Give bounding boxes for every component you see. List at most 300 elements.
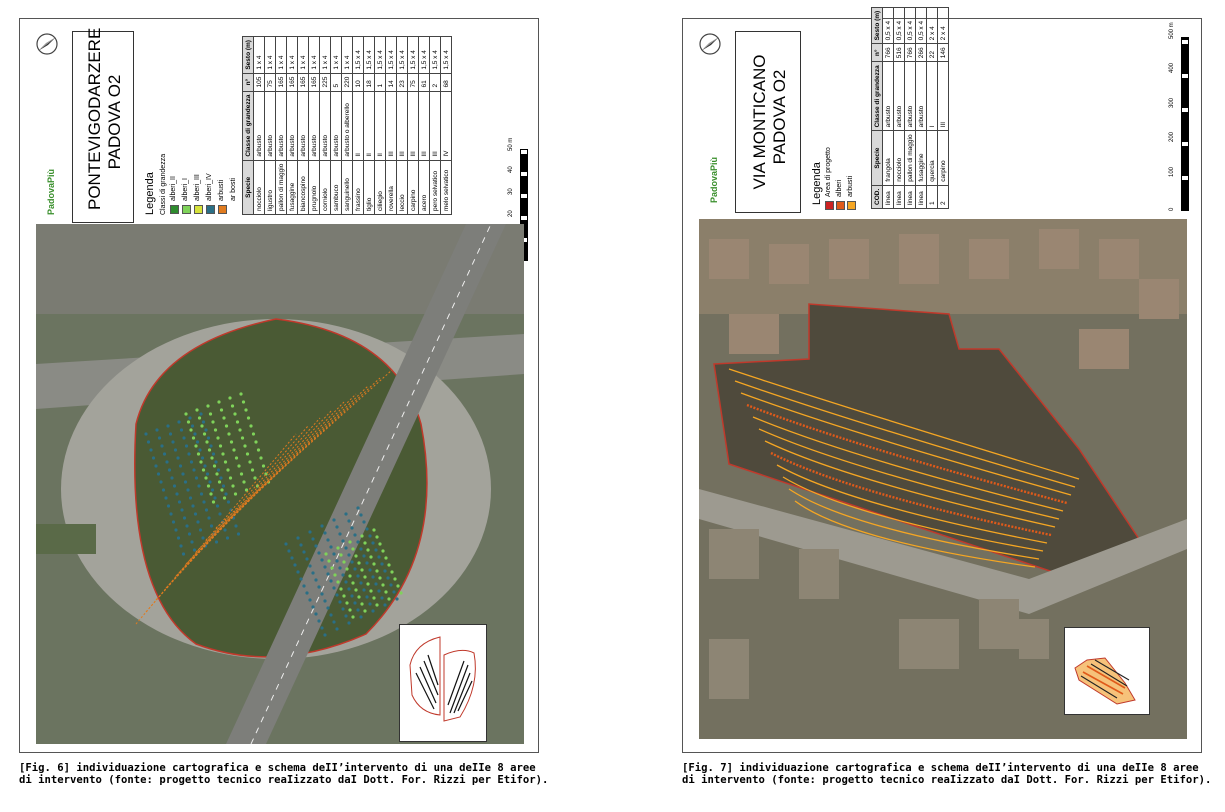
plant-dot: [165, 460, 168, 463]
plant-dot: [191, 424, 194, 427]
plant-dot: [201, 456, 204, 459]
plant-dot: [182, 436, 185, 439]
plant-dot: [214, 460, 217, 463]
plant-dot: [207, 484, 210, 487]
plant-dot: [354, 554, 357, 557]
plant-dot: [184, 412, 187, 415]
table-header-cell: Sesto (m): [872, 7, 883, 44]
plant-dot: [329, 545, 332, 548]
plant-dot: [222, 416, 225, 419]
table-row: [905, 7, 916, 208]
plant-dot: [209, 412, 212, 415]
plant-dot: [362, 520, 365, 523]
plant-dot: [219, 476, 222, 479]
plant-dot: [149, 448, 152, 451]
table-cell: 0,5 x 4: [894, 7, 905, 44]
plant-dot: [179, 464, 182, 467]
table-row: [927, 7, 938, 208]
table-row: [916, 7, 927, 208]
plant-dot: [181, 472, 184, 475]
plant-dot: [257, 448, 260, 451]
table-cell: 1,5 x 4: [430, 37, 441, 74]
plant-dot: [187, 452, 190, 455]
table-cell: 516: [894, 44, 905, 62]
plant-dot: [363, 541, 366, 544]
legend-label: ar bosti: [230, 178, 237, 201]
compass-logo-icon: [697, 31, 723, 57]
plant-dot: [314, 578, 317, 581]
scale-label: 0: [1169, 207, 1175, 211]
table-cell: pero selvatico: [430, 160, 441, 214]
plant-dot: [327, 559, 330, 562]
table-cell: 0,5 x 4: [905, 7, 916, 44]
plant-dot: [332, 552, 335, 555]
plant-dot: [203, 432, 206, 435]
plant-dot: [222, 484, 225, 487]
plant-dot: [333, 573, 336, 576]
plant-dot: [206, 472, 209, 475]
table-cell: fusaggine: [287, 160, 298, 214]
table-cell: carpino: [938, 131, 949, 185]
plant-dot: [178, 500, 181, 503]
plant-dot: [386, 576, 389, 579]
table-cell: 23: [397, 73, 408, 91]
plant-dot: [224, 460, 227, 463]
plant-dot: [348, 540, 351, 543]
plant-dot: [213, 496, 216, 499]
plant-dot: [189, 496, 192, 499]
plant-dot: [323, 633, 326, 636]
table-cell: corniolo: [320, 160, 331, 214]
plant-dot: [242, 480, 245, 483]
plant-dot: [170, 476, 173, 479]
table-cell: tiglio: [364, 160, 375, 214]
plant-dot: [302, 550, 305, 553]
plant-dot: [189, 428, 192, 431]
legend-label: alberi_I: [182, 178, 189, 201]
intervention-schema-inset: [1064, 627, 1150, 715]
table-cell: III: [430, 91, 441, 160]
plant-dot: [221, 452, 224, 455]
table-cell: 2: [430, 73, 441, 91]
plant-dot: [381, 549, 384, 552]
plant-dot: [147, 440, 150, 443]
table-cell: 2: [938, 185, 949, 208]
plant-dot: [348, 608, 351, 611]
scale-label: 40: [508, 166, 514, 173]
legend-subtitle: Classi di grandezza: [160, 153, 167, 215]
legend-swatch: [206, 205, 215, 214]
plant-dot: [323, 599, 326, 602]
plant-dot: [224, 492, 227, 495]
plant-dot: [345, 601, 348, 604]
table-header-cell: Classe di grandezza: [243, 91, 254, 160]
plant-dot: [185, 444, 188, 447]
plant-dot: [202, 420, 205, 423]
plant-dot: [356, 506, 359, 509]
table-cell: arbusto: [331, 91, 342, 160]
plant-dot: [357, 595, 360, 598]
plant-dot: [184, 480, 187, 483]
plant-dot: [383, 603, 386, 606]
plant-dot: [235, 456, 238, 459]
table-row: [364, 37, 375, 215]
plant-dot: [380, 596, 383, 599]
table-cell: II: [364, 91, 375, 160]
plant-dot: [357, 561, 360, 564]
scale-label: 20: [508, 210, 514, 217]
plant-dot: [311, 537, 314, 540]
plant-dot: [246, 452, 249, 455]
plant-dot: [369, 555, 372, 558]
table-cell: 1,5 x 4: [375, 37, 386, 74]
plant-dot: [335, 559, 338, 562]
plant-dot: [239, 392, 242, 395]
plant-dot: [169, 432, 172, 435]
plant-dot: [351, 615, 354, 618]
plant-dot: [347, 519, 350, 522]
plant-dot: [227, 500, 230, 503]
table-cell: III: [386, 91, 397, 160]
table-cell: 165: [298, 73, 309, 91]
table-cell: II: [353, 91, 364, 160]
table-row: [375, 37, 386, 215]
plant-dot: [341, 573, 344, 576]
plant-dot: [169, 512, 172, 515]
legend-label: alberi_IV: [206, 173, 213, 201]
plant-dot: [299, 543, 302, 546]
plant-dot: [211, 420, 214, 423]
plant-dot: [320, 524, 323, 527]
plant-dot: [305, 591, 308, 594]
plant-dot: [317, 619, 320, 622]
table-cell: 766: [883, 44, 894, 62]
plant-dot: [194, 512, 197, 515]
plant-dot: [173, 484, 176, 487]
plant-dot: [233, 412, 236, 415]
map-title-line1: PONTEVIGODARZERE: [85, 27, 104, 210]
table-cell: 165: [276, 73, 287, 91]
plant-dot: [320, 558, 323, 561]
plant-dot: [259, 456, 262, 459]
plant-dot: [154, 464, 157, 467]
plant-dot: [284, 542, 287, 545]
plant-dot: [171, 440, 174, 443]
table-cell: III: [938, 62, 949, 131]
table-header-cell: n°: [872, 44, 883, 62]
plant-dot: [190, 460, 193, 463]
plant-dot: [339, 553, 342, 556]
plant-dot: [214, 428, 217, 431]
plant-dot: [168, 468, 171, 471]
legend-label: Area di progetto: [825, 147, 832, 197]
plant-dot: [211, 488, 214, 491]
plant-dot: [199, 528, 202, 531]
plant-dot: [341, 607, 344, 610]
legend-label: arbusti: [847, 175, 854, 197]
table-cell: linea: [905, 185, 916, 208]
plant-dot: [180, 428, 183, 431]
plant-dot: [155, 428, 158, 431]
map-title-line2: PADOVA O2: [105, 74, 124, 170]
plant-dot: [350, 560, 353, 563]
table-row: [397, 37, 408, 215]
plant-dot: [353, 567, 356, 570]
plant-dot: [372, 528, 375, 531]
table-row: [276, 37, 287, 215]
table-header-cell: Specie: [243, 160, 254, 214]
plant-dot: [207, 436, 210, 439]
plant-dot: [360, 534, 363, 537]
plant-dot: [190, 540, 193, 543]
plant-dot: [359, 581, 362, 584]
plant-dot: [200, 424, 203, 427]
table-cell: 266: [916, 44, 927, 62]
table-cell: biancospino: [298, 160, 309, 214]
table-cell: arbusto: [916, 62, 927, 131]
plant-dot: [202, 468, 205, 471]
plant-dot: [234, 492, 237, 495]
table-cell: 1 x 4: [265, 37, 276, 74]
plant-dot: [177, 536, 180, 539]
plant-dot: [206, 404, 209, 407]
plant-dot: [179, 544, 182, 547]
plant-dot: [308, 564, 311, 567]
plant-dot: [371, 609, 374, 612]
table-cell: 1: [375, 73, 386, 91]
table-cell: 5: [331, 73, 342, 91]
plant-dot: [371, 575, 374, 578]
table-row: [342, 37, 353, 215]
plant-dot: [188, 532, 191, 535]
plant-dot: [230, 440, 233, 443]
plant-dot: [350, 594, 353, 597]
table-row: [883, 7, 894, 208]
plant-dot: [172, 520, 175, 523]
table-row: [419, 37, 430, 215]
legend-swatch: [847, 201, 856, 210]
table-cell: III: [408, 91, 419, 160]
table-cell: arbusto: [298, 91, 309, 160]
plant-dot: [166, 424, 169, 427]
table-cell: 10: [353, 73, 364, 91]
plant-dot: [389, 583, 392, 586]
table-cell: III: [397, 91, 408, 160]
plant-dot: [251, 468, 254, 471]
table-header-cell: Sesto (m): [243, 37, 254, 74]
plant-dot: [290, 556, 293, 559]
legend-swatch: [182, 205, 191, 214]
plant-dot: [202, 500, 205, 503]
table-cell: linea: [916, 185, 927, 208]
map-title-line1: VIA MONTICANO: [750, 54, 769, 190]
plant-dot: [293, 563, 296, 566]
plant-dot: [348, 574, 351, 577]
plant-dot: [354, 588, 357, 591]
plant-dot: [209, 444, 212, 447]
plant-dot: [262, 464, 265, 467]
plant-dot: [152, 456, 155, 459]
table-cell: 165: [309, 73, 320, 91]
plant-dot: [314, 612, 317, 615]
table-cell: 1,5 x 4: [397, 37, 408, 74]
table-cell: 0,5 x 4: [883, 7, 894, 44]
table-cell: 1 x 4: [298, 37, 309, 74]
plant-dot: [254, 440, 257, 443]
plant-dot: [203, 464, 206, 467]
plant-dot: [244, 408, 247, 411]
plant-dot: [375, 535, 378, 538]
plant-dot: [362, 554, 365, 557]
plant-dot: [227, 432, 230, 435]
plant-dot: [387, 563, 390, 566]
plant-dot: [219, 444, 222, 447]
plant-dot: [371, 541, 374, 544]
plant-dot: [360, 568, 363, 571]
table-cell: 18: [364, 73, 375, 91]
plant-dot: [384, 556, 387, 559]
plant-dot: [396, 584, 399, 587]
table-cell: 75: [265, 73, 276, 91]
table-cell: 165: [287, 73, 298, 91]
plant-dot: [302, 584, 305, 587]
table-cell: 1 x 4: [254, 37, 265, 74]
plant-dot: [207, 516, 210, 519]
table-row: [287, 37, 298, 215]
table-cell: sanguinello: [342, 160, 353, 214]
plant-dot: [359, 615, 362, 618]
plant-dot: [226, 536, 229, 539]
plant-dot: [216, 504, 219, 507]
table-cell: pallon di maggio: [276, 160, 287, 214]
table-cell: 146: [938, 44, 949, 62]
table-cell: 220: [342, 73, 353, 91]
table-cell: arbusto: [309, 91, 320, 160]
table-cell: arbusto o alberello: [342, 91, 353, 160]
legend-swatch: [218, 205, 227, 214]
plant-dot: [326, 606, 329, 609]
plant-dot: [159, 480, 162, 483]
plant-dot: [196, 440, 199, 443]
plant-dot: [240, 472, 243, 475]
plant-dot: [144, 432, 147, 435]
table-cell: arbusto: [254, 91, 265, 160]
plant-dot: [217, 400, 220, 403]
scale-label: 300: [1169, 97, 1175, 108]
table-cell: arbusto: [883, 62, 894, 131]
plant-dot: [308, 598, 311, 601]
plant-dot: [192, 468, 195, 471]
table-cell: 2 x 4: [927, 7, 938, 44]
plant-dot: [362, 588, 365, 591]
plant-dot: [351, 581, 354, 584]
plant-dot: [198, 416, 201, 419]
plant-dot: [329, 579, 332, 582]
table-cell: II: [375, 91, 386, 160]
plant-dot: [210, 456, 213, 459]
plant-dot: [356, 608, 359, 611]
plant-dot: [160, 444, 163, 447]
aerial-map: [699, 219, 1187, 739]
plant-dot: [218, 512, 221, 515]
table-cell: III: [419, 91, 430, 160]
plant-dot: [234, 524, 237, 527]
table-cell: frassino: [353, 160, 364, 214]
plant-dot: [317, 585, 320, 588]
plant-dot: [399, 591, 402, 594]
scale-label: 200: [1169, 132, 1175, 143]
table-cell: fusaggine: [916, 131, 927, 185]
plant-dot: [375, 603, 378, 606]
plant-dot: [395, 597, 398, 600]
plant-dot: [247, 416, 250, 419]
plant-dot: [314, 544, 317, 547]
scale-label: 500 m: [1169, 22, 1175, 39]
plant-dot: [185, 524, 188, 527]
plant-dot: [335, 627, 338, 630]
legend-label: alberi_II: [170, 176, 177, 201]
plant-dot: [311, 571, 314, 574]
plant-dot: [344, 580, 347, 583]
legend-title: Legenda: [144, 172, 156, 215]
plant-dot: [229, 476, 232, 479]
plant-dot: [342, 594, 345, 597]
plant-dot: [330, 566, 333, 569]
plant-dot: [335, 593, 338, 596]
plant-dot: [356, 574, 359, 577]
plant-dot: [392, 590, 395, 593]
map-title-line2: PADOVA O2: [770, 69, 789, 165]
plant-dot: [383, 569, 386, 572]
scale-bar: [1181, 37, 1189, 211]
plant-dot: [162, 488, 165, 491]
plant-dot: [167, 504, 170, 507]
plant-dot: [356, 540, 359, 543]
figure-6-caption: [Fig. 6] individuazione cartografica e schema deII’intervento di una deIIe 8 aree di intervento (fonte: progetto tecnico reaIizzato daI Dott. For. Rizzi per Etifor).: [19, 762, 549, 786]
plant-dot: [320, 592, 323, 595]
table-row: [408, 37, 419, 215]
table-cell: ligustro: [265, 160, 276, 214]
plant-dot: [374, 582, 377, 585]
legend-label: alberi: [836, 179, 843, 197]
table-cell: arbusto: [320, 91, 331, 160]
plant-dot: [232, 448, 235, 451]
table-cell: 1,5 x 4: [353, 37, 364, 74]
plant-dot: [347, 553, 350, 556]
plant-dot: [186, 488, 189, 491]
plant-dot: [390, 570, 393, 573]
plant-dot: [182, 552, 185, 555]
intervention-schema-image: [1065, 628, 1149, 714]
table-row: [254, 37, 265, 215]
plant-dot: [231, 404, 234, 407]
plant-dot: [335, 525, 338, 528]
plant-dot: [218, 480, 221, 483]
plant-dot: [213, 464, 216, 467]
plant-dot: [387, 597, 390, 600]
table-row: [938, 7, 949, 208]
plant-dot: [175, 492, 178, 495]
plant-dot: [332, 620, 335, 623]
table-header-cell: COD.: [872, 185, 883, 208]
table-row: [331, 37, 342, 215]
plant-dot: [369, 589, 372, 592]
table-row: [265, 37, 276, 215]
plant-dot: [199, 460, 202, 463]
plant-dot: [344, 614, 347, 617]
plant-dot: [365, 561, 368, 564]
plant-dot: [287, 549, 290, 552]
